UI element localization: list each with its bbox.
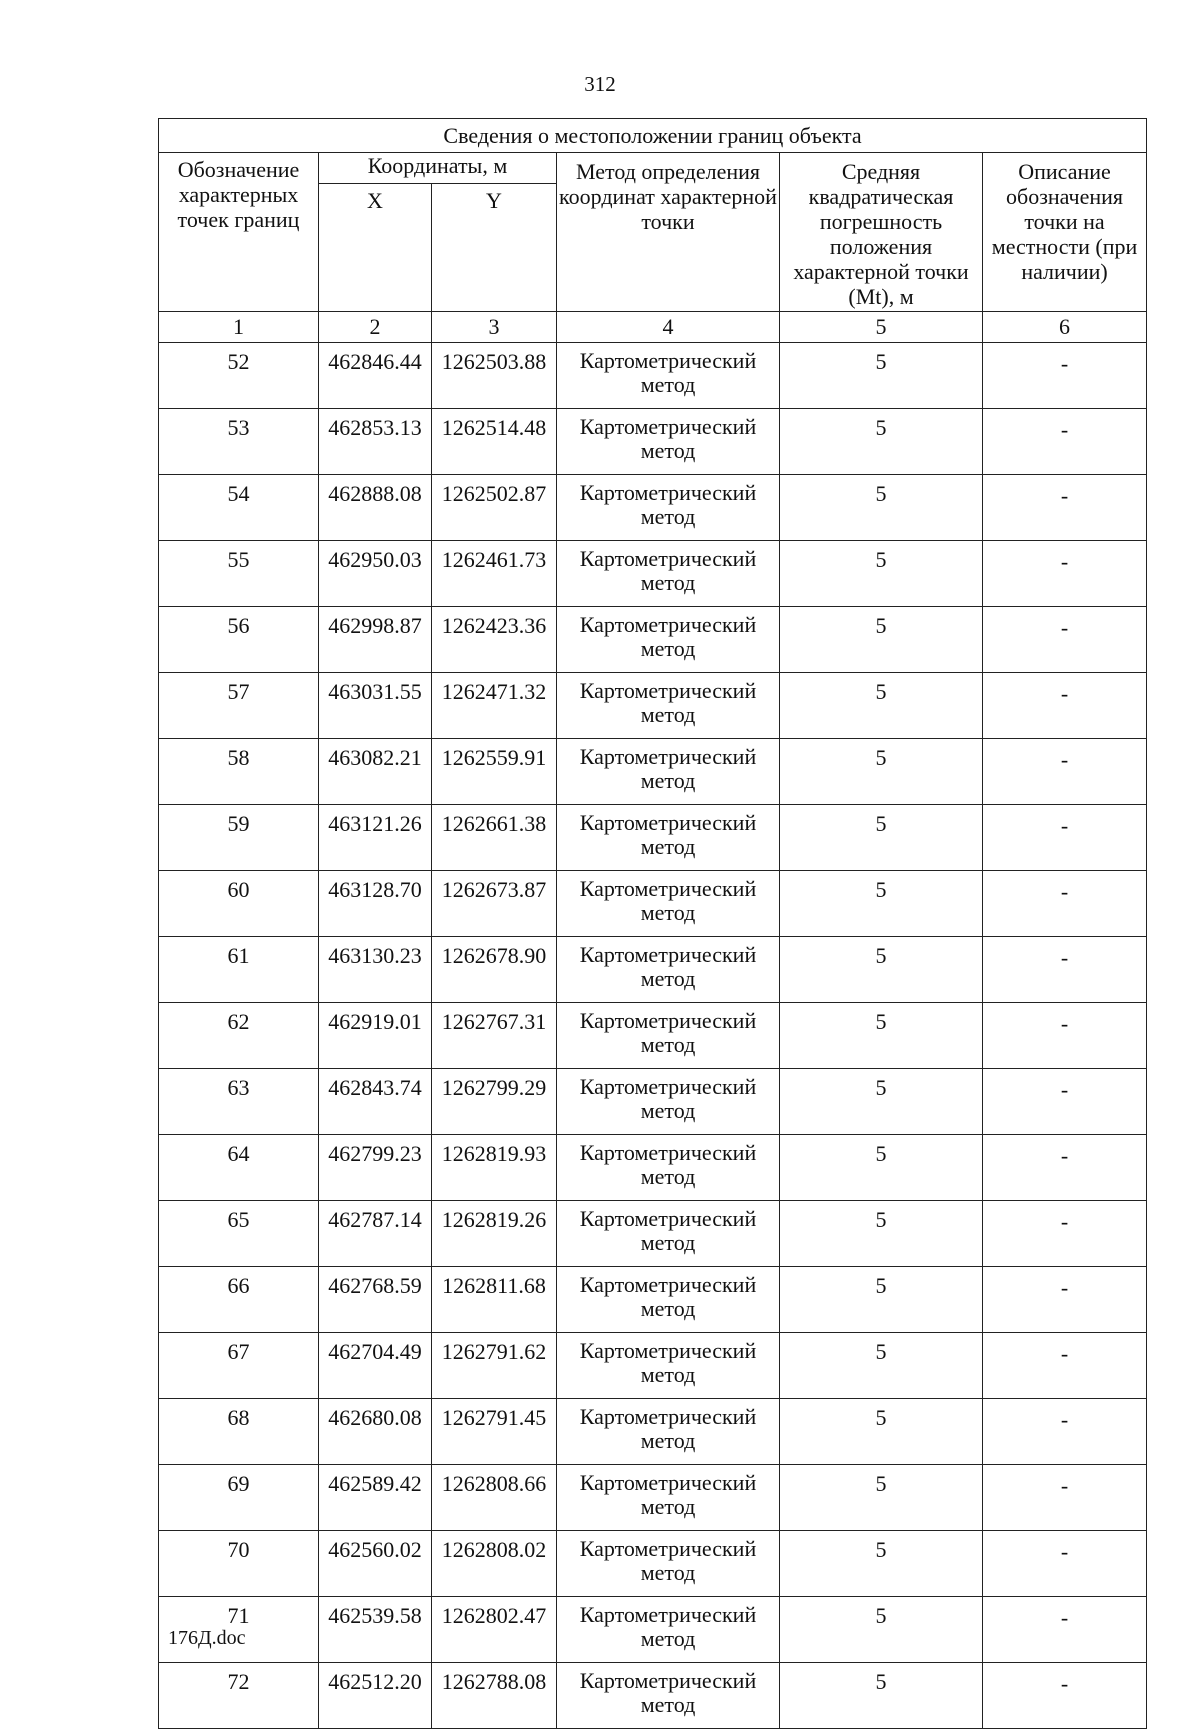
column-number: 3 bbox=[432, 312, 557, 343]
point-number: 60 bbox=[159, 871, 319, 937]
point-number: 55 bbox=[159, 541, 319, 607]
coordinate-y: 1262461.73 bbox=[432, 541, 557, 607]
method-text-line2: метод bbox=[640, 504, 696, 529]
coordinate-x: 462704.49 bbox=[319, 1333, 432, 1399]
mean-error: 5 bbox=[780, 871, 983, 937]
method-text-line1: Картометрический bbox=[579, 348, 757, 373]
point-description: - bbox=[983, 1069, 1147, 1135]
column-number: 5 bbox=[780, 312, 983, 343]
point-number: 65 bbox=[159, 1201, 319, 1267]
coordinate-y: 1262678.90 bbox=[432, 937, 557, 1003]
point-description: - bbox=[983, 343, 1147, 409]
method-cell bbox=[557, 475, 780, 541]
coordinate-x: 463031.55 bbox=[319, 673, 432, 739]
point-description: - bbox=[983, 1465, 1147, 1531]
header-description: Описание обозначения точки на местности (при наличии) bbox=[983, 153, 1147, 312]
method-text-line2: метод bbox=[640, 438, 696, 463]
point-number: 62 bbox=[159, 1003, 319, 1069]
coordinate-y: 1262799.29 bbox=[432, 1069, 557, 1135]
method-cell bbox=[557, 739, 780, 805]
coordinate-y: 1262661.38 bbox=[432, 805, 557, 871]
point-number: 66 bbox=[159, 1267, 319, 1333]
mean-error: 5 bbox=[780, 1465, 983, 1531]
method-text-line1: Картометрический bbox=[579, 1074, 757, 1099]
coordinate-y: 1262808.66 bbox=[432, 1465, 557, 1531]
coordinate-x: 462680.08 bbox=[319, 1399, 432, 1465]
method-text-line2: метод bbox=[640, 372, 696, 397]
point-description: - bbox=[983, 1333, 1147, 1399]
method-text-line1: Картометрический bbox=[579, 1272, 757, 1297]
method-text-line2: метод bbox=[640, 768, 696, 793]
mean-error: 5 bbox=[780, 475, 983, 541]
method-cell bbox=[557, 1663, 780, 1729]
mean-error: 5 bbox=[780, 1003, 983, 1069]
coordinate-x: 462843.74 bbox=[319, 1069, 432, 1135]
point-number: 53 bbox=[159, 409, 319, 475]
coordinate-x: 463121.26 bbox=[319, 805, 432, 871]
coordinate-x: 462560.02 bbox=[319, 1531, 432, 1597]
method-text-line1: Картометрический bbox=[579, 1140, 757, 1165]
column-number: 4 bbox=[557, 312, 780, 343]
method-text-line2: метод bbox=[640, 702, 696, 727]
table-row bbox=[159, 1597, 1147, 1663]
mean-error: 5 bbox=[780, 1597, 983, 1663]
footer-filename: 176Д.doc bbox=[168, 1627, 246, 1649]
table-row bbox=[159, 475, 1147, 541]
method-cell bbox=[557, 805, 780, 871]
table-row bbox=[159, 607, 1147, 673]
method-text-line2: метод bbox=[640, 1692, 696, 1717]
coordinate-y: 1262471.32 bbox=[432, 673, 557, 739]
table-row bbox=[159, 1003, 1147, 1069]
column-number: 2 bbox=[319, 312, 432, 343]
point-number: 69 bbox=[159, 1465, 319, 1531]
column-number-row bbox=[159, 312, 1147, 343]
method-text-line1: Картометрический bbox=[579, 546, 757, 571]
header-x: X bbox=[319, 184, 432, 312]
point-description: - bbox=[983, 1135, 1147, 1201]
point-description: - bbox=[983, 409, 1147, 475]
coordinate-y: 1262788.08 bbox=[432, 1663, 557, 1729]
table-row bbox=[159, 871, 1147, 937]
table-row bbox=[159, 541, 1147, 607]
mean-error: 5 bbox=[780, 1267, 983, 1333]
coordinate-y: 1262791.62 bbox=[432, 1333, 557, 1399]
table-row bbox=[159, 1663, 1147, 1729]
column-number: 1 bbox=[159, 312, 319, 343]
mean-error: 5 bbox=[780, 739, 983, 805]
method-text-line2: метод bbox=[640, 1362, 696, 1387]
page-number: 312 bbox=[584, 72, 616, 96]
method-text-line1: Картометрический bbox=[579, 876, 757, 901]
table-row bbox=[159, 1333, 1147, 1399]
table-row bbox=[159, 1531, 1147, 1597]
point-description: - bbox=[983, 1597, 1147, 1663]
coordinate-x: 462846.44 bbox=[319, 343, 432, 409]
mean-error: 5 bbox=[780, 673, 983, 739]
point-number: 72 bbox=[159, 1663, 319, 1729]
point-description: - bbox=[983, 1663, 1147, 1729]
point-description: - bbox=[983, 1399, 1147, 1465]
coordinate-x: 462853.13 bbox=[319, 409, 432, 475]
column-number: 6 bbox=[983, 312, 1147, 343]
coordinate-y: 1262502.87 bbox=[432, 475, 557, 541]
mean-error: 5 bbox=[780, 1333, 983, 1399]
method-cell bbox=[557, 673, 780, 739]
method-cell bbox=[557, 1003, 780, 1069]
point-number: 57 bbox=[159, 673, 319, 739]
method-text-line2: метод bbox=[640, 1164, 696, 1189]
table-row bbox=[159, 343, 1147, 409]
method-text-line2: метод bbox=[640, 900, 696, 925]
method-cell bbox=[557, 1597, 780, 1663]
point-description: - bbox=[983, 673, 1147, 739]
method-text-line1: Картометрический bbox=[579, 414, 757, 439]
method-text-line1: Картометрический bbox=[579, 1536, 757, 1561]
point-number: 70 bbox=[159, 1531, 319, 1597]
method-text-line2: метод bbox=[640, 1494, 696, 1519]
table-row bbox=[159, 409, 1147, 475]
table-row bbox=[159, 937, 1147, 1003]
method-cell bbox=[557, 871, 780, 937]
mean-error: 5 bbox=[780, 1135, 983, 1201]
point-description: - bbox=[983, 1267, 1147, 1333]
point-number: 61 bbox=[159, 937, 319, 1003]
method-cell bbox=[557, 343, 780, 409]
coordinate-x: 462919.01 bbox=[319, 1003, 432, 1069]
coordinate-x: 462998.87 bbox=[319, 607, 432, 673]
point-description: - bbox=[983, 805, 1147, 871]
method-text-line1: Картометрический bbox=[579, 1602, 757, 1627]
method-cell bbox=[557, 1201, 780, 1267]
coordinate-x: 462888.08 bbox=[319, 475, 432, 541]
boundary-coordinates-table bbox=[158, 118, 1147, 1729]
table-row bbox=[159, 1465, 1147, 1531]
method-text-line2: метод bbox=[640, 966, 696, 991]
method-text-line1: Картометрический bbox=[579, 612, 757, 637]
method-text-line2: метод bbox=[640, 1032, 696, 1057]
method-text-line2: метод bbox=[640, 1230, 696, 1255]
method-text-line1: Картометрический bbox=[579, 678, 757, 703]
point-number: 54 bbox=[159, 475, 319, 541]
method-text-line1: Картометрический bbox=[579, 942, 757, 967]
point-description: - bbox=[983, 1003, 1147, 1069]
coordinate-x: 462589.42 bbox=[319, 1465, 432, 1531]
header-method: Метод определения координат характерной точки bbox=[557, 153, 780, 312]
method-cell bbox=[557, 1135, 780, 1201]
coordinate-x: 462539.58 bbox=[319, 1597, 432, 1663]
method-text-line1: Картометрический bbox=[579, 1470, 757, 1495]
point-description: - bbox=[983, 871, 1147, 937]
coordinate-y: 1262514.48 bbox=[432, 409, 557, 475]
table-row bbox=[159, 1201, 1147, 1267]
point-number: 67 bbox=[159, 1333, 319, 1399]
method-text-line2: метод bbox=[640, 1560, 696, 1585]
coordinate-x: 462512.20 bbox=[319, 1663, 432, 1729]
table-row bbox=[159, 739, 1147, 805]
point-description: - bbox=[983, 937, 1147, 1003]
mean-error: 5 bbox=[780, 409, 983, 475]
point-description: - bbox=[983, 607, 1147, 673]
method-text-line1: Картометрический bbox=[579, 480, 757, 505]
method-text-line2: метод bbox=[640, 834, 696, 859]
point-description: - bbox=[983, 1201, 1147, 1267]
point-number: 59 bbox=[159, 805, 319, 871]
method-text-line1: Картометрический bbox=[579, 1206, 757, 1231]
method-cell bbox=[557, 409, 780, 475]
method-text-line2: метод bbox=[640, 1428, 696, 1453]
coordinate-x: 462799.23 bbox=[319, 1135, 432, 1201]
coordinate-y: 1262673.87 bbox=[432, 871, 557, 937]
method-text-line1: Картометрический bbox=[579, 1404, 757, 1429]
point-number: 63 bbox=[159, 1069, 319, 1135]
coordinate-x: 463130.23 bbox=[319, 937, 432, 1003]
table-title: Сведения о местоположении границ объекта bbox=[159, 119, 1147, 153]
point-description: - bbox=[983, 475, 1147, 541]
coordinate-y: 1262767.31 bbox=[432, 1003, 557, 1069]
mean-error: 5 bbox=[780, 343, 983, 409]
coordinate-y: 1262819.26 bbox=[432, 1201, 557, 1267]
point-number: 52 bbox=[159, 343, 319, 409]
method-text-line2: метод bbox=[640, 1098, 696, 1123]
mean-error: 5 bbox=[780, 937, 983, 1003]
coordinate-x: 462787.14 bbox=[319, 1201, 432, 1267]
method-cell bbox=[557, 541, 780, 607]
method-text-line1: Картометрический bbox=[579, 1008, 757, 1033]
mean-error: 5 bbox=[780, 607, 983, 673]
coordinate-x: 462768.59 bbox=[319, 1267, 432, 1333]
method-cell bbox=[557, 1333, 780, 1399]
coordinate-y: 1262811.68 bbox=[432, 1267, 557, 1333]
coordinate-y: 1262791.45 bbox=[432, 1399, 557, 1465]
method-cell bbox=[557, 1531, 780, 1597]
method-cell bbox=[557, 1267, 780, 1333]
point-description: - bbox=[983, 739, 1147, 805]
method-cell bbox=[557, 1069, 780, 1135]
coordinate-y: 1262559.91 bbox=[432, 739, 557, 805]
coordinate-y: 1262819.93 bbox=[432, 1135, 557, 1201]
coordinate-x: 463082.21 bbox=[319, 739, 432, 805]
coordinate-y: 1262423.36 bbox=[432, 607, 557, 673]
mean-error: 5 bbox=[780, 1201, 983, 1267]
method-text-line1: Картометрический bbox=[579, 810, 757, 835]
method-text-line1: Картометрический bbox=[579, 744, 757, 769]
table-row bbox=[159, 805, 1147, 871]
header-coordinates: Координаты, м bbox=[319, 153, 557, 184]
method-text-line2: метод bbox=[640, 1626, 696, 1651]
mean-error: 5 bbox=[780, 1531, 983, 1597]
mean-error: 5 bbox=[780, 1399, 983, 1465]
point-number: 64 bbox=[159, 1135, 319, 1201]
header-y: Y bbox=[432, 184, 557, 312]
point-description: - bbox=[983, 541, 1147, 607]
point-number: 71 bbox=[159, 1597, 319, 1663]
table-row bbox=[159, 1399, 1147, 1465]
point-description: - bbox=[983, 1531, 1147, 1597]
method-cell bbox=[557, 937, 780, 1003]
method-cell bbox=[557, 607, 780, 673]
table-row bbox=[159, 1267, 1147, 1333]
method-text-line1: Картометрический bbox=[579, 1338, 757, 1363]
method-text-line2: метод bbox=[640, 570, 696, 595]
header-mean-error: Средняя квадратическая погрешность положения характерной точки (Mt), м bbox=[780, 153, 983, 312]
mean-error: 5 bbox=[780, 1663, 983, 1729]
coordinate-x: 462950.03 bbox=[319, 541, 432, 607]
header-point-designation: Обозначение характерных точек границ bbox=[159, 153, 319, 312]
point-number: 56 bbox=[159, 607, 319, 673]
table-row bbox=[159, 1069, 1147, 1135]
method-text-line1: Картометрический bbox=[579, 1668, 757, 1693]
mean-error: 5 bbox=[780, 805, 983, 871]
coordinate-y: 1262503.88 bbox=[432, 343, 557, 409]
method-cell bbox=[557, 1399, 780, 1465]
table-row bbox=[159, 673, 1147, 739]
point-number: 68 bbox=[159, 1399, 319, 1465]
method-text-line2: метод bbox=[640, 636, 696, 661]
coordinate-x: 463128.70 bbox=[319, 871, 432, 937]
mean-error: 5 bbox=[780, 1069, 983, 1135]
coordinate-y: 1262802.47 bbox=[432, 1597, 557, 1663]
point-number: 58 bbox=[159, 739, 319, 805]
coordinate-y: 1262808.02 bbox=[432, 1531, 557, 1597]
table-row bbox=[159, 1135, 1147, 1201]
method-cell bbox=[557, 1465, 780, 1531]
mean-error: 5 bbox=[780, 541, 983, 607]
method-text-line2: метод bbox=[640, 1296, 696, 1321]
